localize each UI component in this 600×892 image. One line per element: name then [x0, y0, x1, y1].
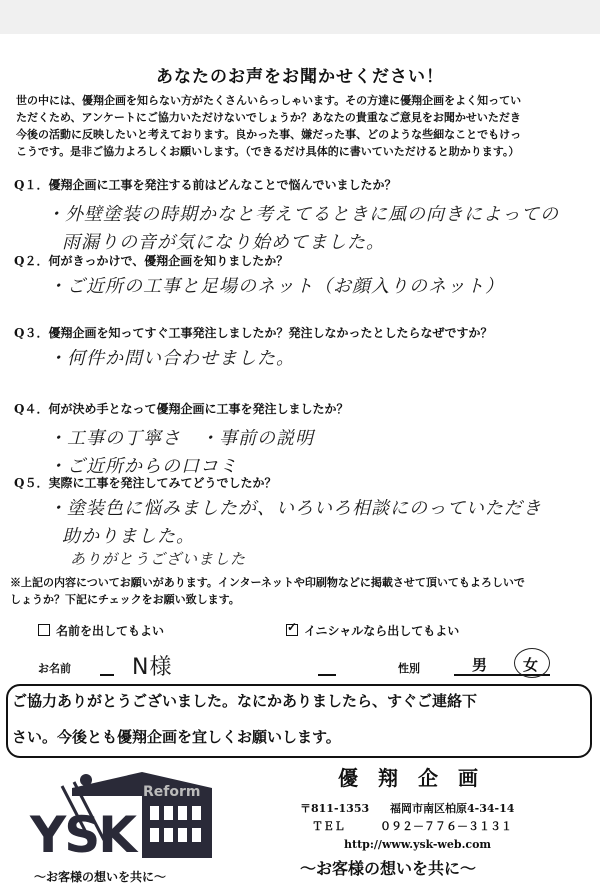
intro-line: 今後の活動に反映したいと考えております。良かった事、嫌だった事、どのような些細なことでもけっ: [16, 128, 522, 141]
company-address: 福岡市南区柏原4-34-14: [390, 802, 515, 815]
thanks-line-2: さい。今後とも優翔企画を宜しくお願いします。: [12, 728, 341, 746]
answer-3-line-1: ・何件か問い合わせました。: [48, 348, 295, 369]
answer-5-line-1: ・塗装色に悩みましたが、いろいろ相談にのっていただき: [48, 498, 542, 519]
logo-window: [164, 828, 173, 842]
answer-2-line-1: ・ご近所の工事と足場のネット（お顔入りのネット）: [48, 276, 504, 297]
logo-window: [150, 806, 159, 820]
answer-1-line-1: ・外壁塗装の時期かなと考えてるときに風の向きによっての: [46, 204, 559, 225]
option-name-ok-label: 名前を出してもよい: [56, 624, 165, 638]
consent-line: しょうか？下記にチェックをお願い致します。: [10, 593, 240, 606]
answer-5-line-2: 助かりました。: [62, 526, 195, 547]
name-label: お名前: [38, 662, 71, 675]
page-title: あなたのお声をお聞かせください！: [156, 67, 444, 87]
logo-reform: Reform: [143, 784, 201, 800]
checkbox-name-ok[interactable]: [38, 624, 50, 636]
question-4: Q４．何が決め手となって優翔企画に工事を発注しましたか？: [14, 402, 349, 416]
option-name-ok[interactable]: [38, 622, 164, 639]
gender-male: 男: [472, 656, 488, 674]
company-tel-label: ＴＥＬ: [312, 820, 345, 833]
intro-line: ただくため、アンケートにご協力いただけないでしょうか？あなたの貴重なご意見をお聞かせいただき: [16, 111, 521, 124]
option-initial-ok-label: イニシャルなら出してもよい: [304, 624, 460, 638]
consent-line: ※上記の内容についてお願いがあります。インターネットや印刷物などに掲載させて頂いてもよろしいで: [10, 576, 525, 589]
thanks-line-1: ご協力ありがとうございました。なにかありましたら、すぐご連絡下: [12, 692, 478, 710]
gender-female: 女: [523, 656, 539, 674]
answer-4-line-2: ・ご近所からの口コミ: [48, 456, 238, 477]
logo-window: [178, 806, 187, 820]
logo-window: [192, 828, 201, 842]
answer-4-line-1: ・工事の丁寧さ ・事前の説明: [48, 428, 314, 449]
intro-line: こうです。是非ご協力よろしくお願いします。（できるだけ具体的に書いていただけると助かります。）: [16, 145, 520, 158]
scan-top-band: [0, 0, 600, 34]
company-url[interactable]: http://www.ysk-web.com: [344, 838, 492, 851]
question-3: Q３．優翔企画を知ってすぐ工事発注しましたか？発注しなかったとしたらなぜですか？: [14, 326, 493, 340]
logo-tagline: ～お客様の想いを共に～: [34, 870, 167, 884]
gender-label: 性別: [398, 662, 420, 675]
company-postal: 〒811-1353: [300, 802, 370, 815]
checkbox-initial-ok[interactable]: [286, 624, 298, 636]
name-value: N様: [132, 655, 173, 680]
consent-text: [10, 574, 592, 608]
logo-ysk: YSK: [30, 806, 135, 864]
name-underline-left: [100, 674, 114, 676]
company-slogan: ～お客様の想いを共に～: [300, 859, 477, 878]
logo-window: [178, 828, 187, 842]
company-name: 優 翔 企 画: [338, 766, 478, 790]
company-tel: ０９２－７７６－３１３１: [380, 820, 512, 833]
answer-5-line-3: ありがとうございました: [70, 550, 247, 568]
question-2: Q２．何がきっかけで、優翔企画を知りましたか？: [14, 254, 289, 268]
option-initial-ok[interactable]: [286, 622, 459, 639]
intro-text: [16, 92, 588, 160]
logo-building: [142, 796, 212, 858]
answer-1-line-2: 雨漏りの音が気になり始めてました。: [62, 232, 385, 253]
question-1: Q１．優翔企画に工事を発注する前はどんなことで悩んでいましたか？: [14, 178, 397, 192]
intro-line: 世の中には、優翔企画を知らない方がたくさんいらっしゃいます。その方達に優翔企画をよく知ってい: [16, 94, 522, 107]
name-underline-right: [318, 674, 336, 676]
logo-worker: [80, 774, 92, 786]
logo-window: [150, 828, 159, 842]
logo-window: [164, 806, 173, 820]
logo-window: [192, 806, 201, 820]
question-5: Q５．実際に工事を発注してみてどうでしたか？: [14, 476, 277, 490]
